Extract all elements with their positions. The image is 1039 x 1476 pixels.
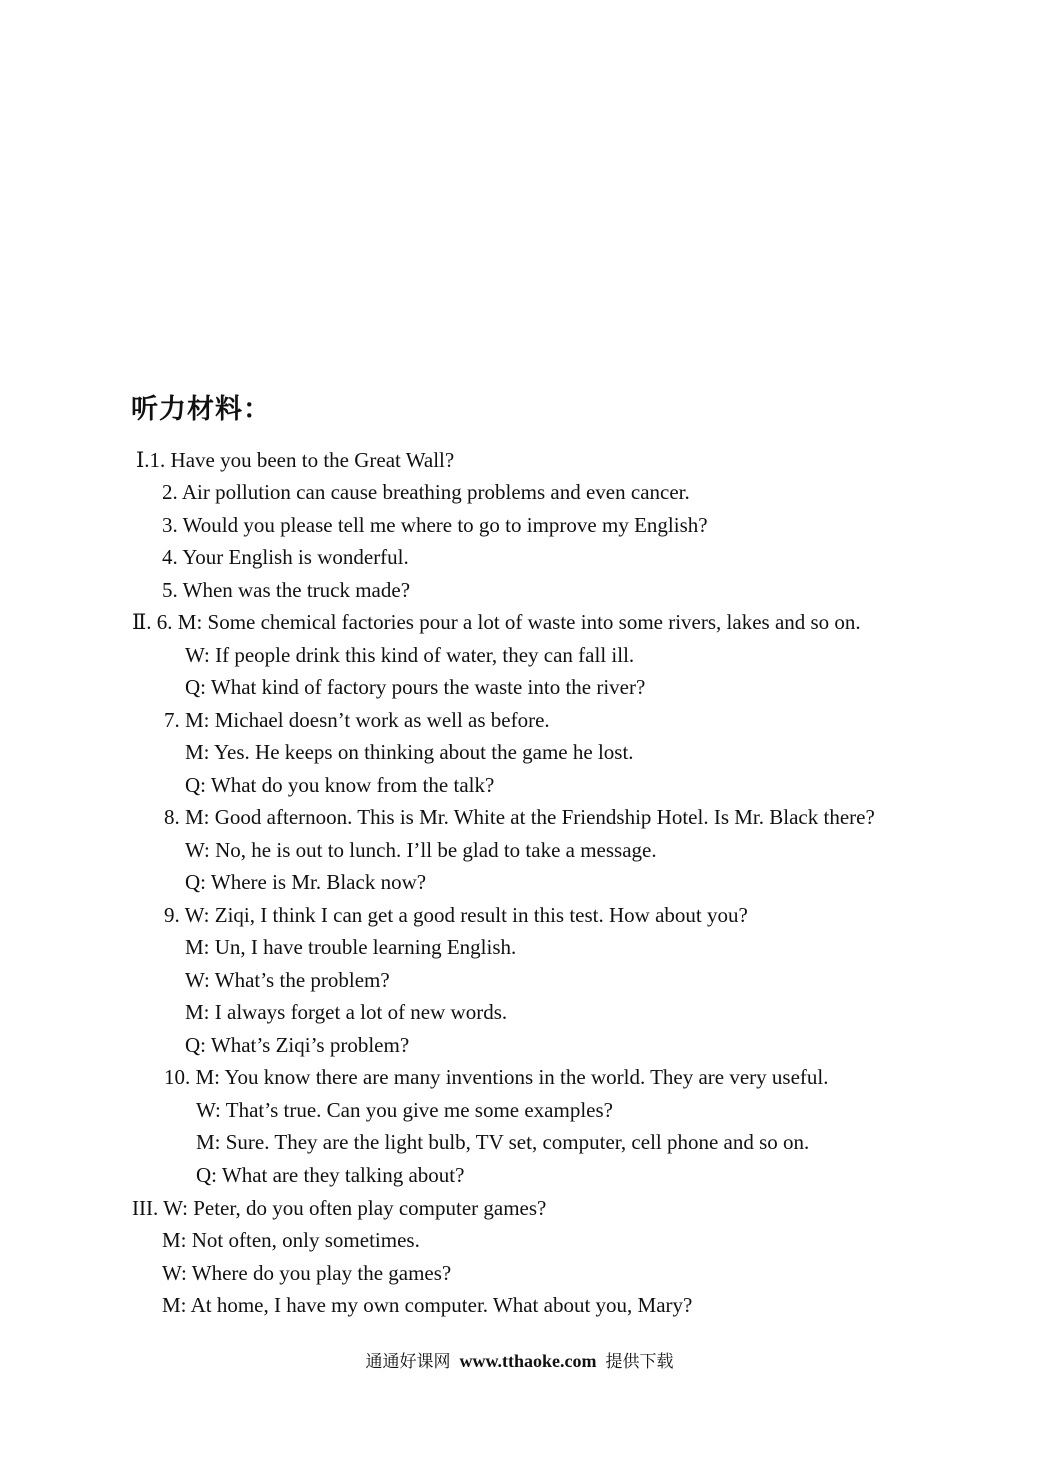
transcript-line: 5. When was the truck made? <box>162 578 411 602</box>
transcript-line: M: Sure. They are the light bulb, TV set, computer, cell phone and so on. <box>196 1130 810 1154</box>
page-footer <box>0 1349 1039 1374</box>
footer-site-name: 通通好课网 <box>365 1352 451 1372</box>
transcript-line: M: At home, I have my own computer. What about you, Mary? <box>162 1293 693 1317</box>
transcript-line: W: That’s true. Can you give me some examples? <box>196 1098 613 1122</box>
transcript-line: W: Where do you play the games? <box>162 1261 452 1285</box>
transcript-line: M: Yes. He keeps on thinking about the game he lost. <box>185 740 634 764</box>
transcript-line: Q: Where is Mr. Black now? <box>185 870 427 894</box>
transcript-line: 10. M: You know there are many inventions in the world. They are very useful. <box>164 1065 829 1089</box>
transcript-line: 4. Your English is wonderful. <box>162 545 409 569</box>
transcript-line: III. W: Peter, do you often play computer games? <box>132 1196 547 1220</box>
transcript-line: W: If people drink this kind of water, they can fall ill. <box>185 643 635 667</box>
transcript-line: Q: What do you know from the talk? <box>185 773 495 797</box>
transcript-line: M: Un, I have trouble learning English. <box>185 935 517 959</box>
transcript-line: M: I always forget a lot of new words. <box>185 1000 508 1024</box>
transcript-line: Ⅱ. 6. M: Some chemical factories pour a lot of waste into some rivers, lakes and so on. <box>132 610 861 634</box>
transcript-line: Ⅰ.1. Have you been to the Great Wall? <box>136 448 455 472</box>
transcript-line: Q: What are they talking about? <box>196 1163 465 1187</box>
transcript-line: 7. M: Michael doesn’t work as well as before. <box>164 708 550 732</box>
transcript-line: Q: What’s Ziqi’s problem? <box>185 1033 410 1057</box>
transcript-line: 9. W: Ziqi, I think I can get a good result in this test. How about you? <box>164 903 748 927</box>
page-title: 听力材料： <box>131 394 271 425</box>
transcript-line: M: Not often, only sometimes. <box>162 1228 420 1252</box>
transcript-line: 2. Air pollution can cause breathing problems and even cancer. <box>162 480 690 504</box>
transcript-line: Q: What kind of factory pours the waste into the river? <box>185 675 646 699</box>
footer-suffix: 提供下载 <box>605 1352 674 1372</box>
transcript-line: 8. M: Good afternoon. This is Mr. White at the Friendship Hotel. Is Mr. Black there? <box>164 805 875 829</box>
footer-url: www.tthaoke.com <box>459 1351 597 1371</box>
transcript-line: 3. Would you please tell me where to go to improve my English? <box>162 513 708 537</box>
transcript-line: W: No, he is out to lunch. I’ll be glad to take a message. <box>185 838 657 862</box>
transcript-line: W: What’s the problem? <box>185 968 390 992</box>
